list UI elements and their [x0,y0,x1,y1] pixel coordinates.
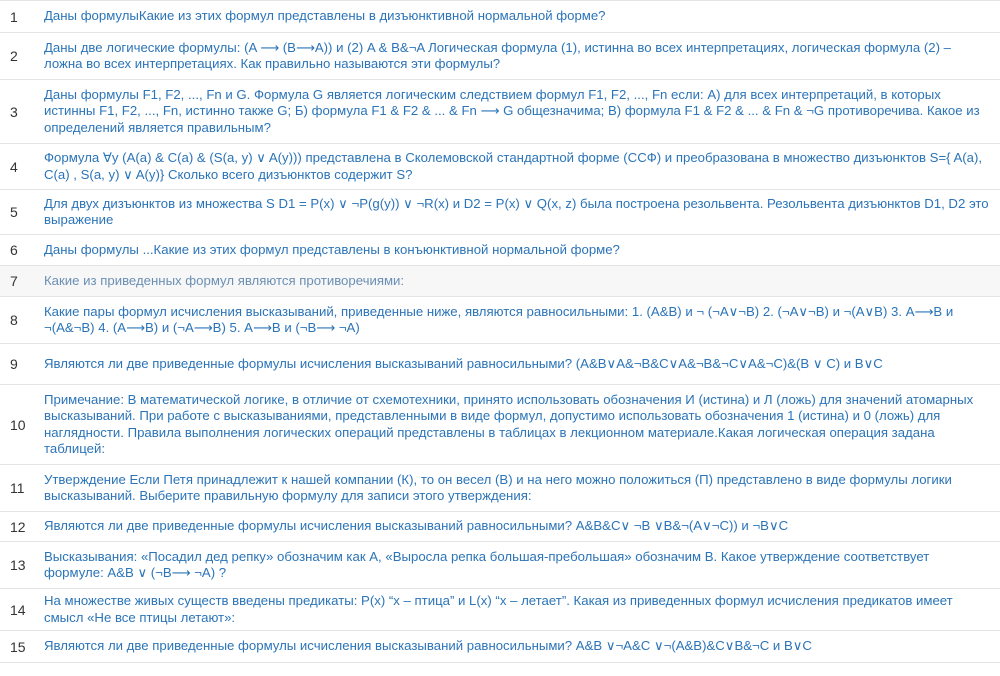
question-row-14[interactable] [0,589,1000,631]
question-number: 11 [10,480,25,496]
question-link[interactable]: Примечание: В математической логике, в отличие от схемотехники, принято использовать обозначения И (истина) и Л (ложь) для значений атомарных высказываний. При работе с высказываниями, представленными в виде формул, допустимо использовать обозначения 1 (истина) и 0 (ложь) для наглядности. Правила выполнения логических операций представлены в таблицах в лекционном материале.Какая логическая операция задана таблицей: [44,391,974,456]
question-link[interactable]: Какие пары формул исчисления высказываний, приведенные ниже, являются равносильными: 1. (A&B) и ¬ (¬A∨¬B) 2. (¬A∨¬B) и ¬(A∨B) 3. A⟶B и ¬(A&¬B) 4. (A⟶B) и (¬A⟶B) 5. A⟶B и (¬B⟶ ¬A) [44,303,954,335]
question-row-7[interactable] [0,266,1000,297]
question-number: 4 [10,158,18,175]
question-row-11[interactable] [0,465,1000,512]
question-link[interactable]: Являются ли две приведенные формулы исчисления высказываний равносильными? (A&B∨A&¬B&C∨A&¬B&¬C∨A&¬C)&(B ∨ C) и B∨C [44,355,883,371]
question-row-12[interactable] [0,512,1000,542]
question-row-5[interactable] [0,190,1000,235]
question-row-15[interactable] [0,631,1000,663]
question-link[interactable]: Какие из приведенных формул являются противоречиями: [44,272,405,288]
question-number: 15 [10,638,26,655]
question-number: 7 [10,273,18,289]
question-link[interactable]: Являются ли две приведенные формулы исчисления высказываний равносильными? A&B&C∨ ¬B ∨B&¬(A∨¬C)) и ¬B∨C [44,518,789,534]
question-link[interactable]: На множестве живых существ введены предикаты: P(x) “x – птица” и L(x) “x – летает”. Какая из приведенных формул исчисления предикатов имеет смысл «Не все птицы летают»: [44,593,953,625]
question-number: 6 [10,242,18,258]
question-link[interactable]: Для двух дизъюнктов из множества S D1 = P(x) ∨ ¬P(g(y)) ∨ ¬R(x) и D2 = P(x) ∨ Q(x, z) была построена резольвента. Резольвента дизъюнктов D1, D2 это выражение [44,195,989,227]
question-row-13[interactable] [0,542,1000,589]
question-link[interactable]: Являются ли две приведенные формулы исчисления высказываний равносильными? A&B ∨¬A&C ∨¬(A&B)&C∨B&¬C и B∨C [44,638,812,654]
question-number: 14 [10,601,26,618]
question-row-1[interactable] [0,1,1000,33]
question-number: 10 [10,416,26,433]
question-number: 9 [10,356,18,372]
question-link[interactable]: Высказывания: «Посадил дед репку» обозначим как A, «Выросла репка большая-пребольшая» обозначим B. Какое утверждение соответствует формуле: A&B ∨ (¬B⟶ ¬A) ? [44,548,930,580]
question-link[interactable]: Даны формулы ...Какие из этих формул представлены в конъюнктивной нормальной форме? [44,241,620,257]
question-number: 2 [10,48,18,64]
question-number: 3 [10,103,18,120]
question-link[interactable]: Утверждение Если Петя принадлежит к нашей компании (К), то он весел (В) и на него можно положиться (П) представлено в виде формулы логики высказываний. Выберите правильную формулу для записи этого утверждения: [44,471,952,503]
question-row-6[interactable] [0,235,1000,266]
question-row-4[interactable] [0,144,1000,190]
question-link[interactable]: Формула ∀y (A(a) & C(a) & (S(a, y) ∨ A(y))) представлена в Сколемовской стандартной форме (ССФ) и преобразована в множество дизъюнктов S={ A(a), C(a) , S(a, y) ∨ A(y)} Сколько всего дизъюнктов содержит S? [44,150,983,182]
question-row-10[interactable] [0,385,1000,465]
question-row-2[interactable] [0,33,1000,80]
question-link[interactable]: Даны формулыКакие из этих формул представлены в дизъюнктивной нормальной форме? [44,8,606,24]
question-number: 8 [10,312,18,328]
question-number: 13 [10,557,26,573]
question-number: 1 [10,8,18,25]
question-row-8[interactable] [0,297,1000,344]
question-number: 5 [10,204,18,220]
question-link[interactable]: Даны формулы F1, F2, ..., Fn и G. Формула G является логическим следствием формул F1, F2, ..., Fn если: A) для всех интерпретаций, в которых истинны F1, F2, ..., Fn, истинно также G; Б) формула F1 & F2 & ... & Fn ⟶ G общезначима; В) формула F1 & F2 & ... & Fn & ¬G противоречива. Какое из определений является правильным? [44,86,980,135]
question-row-3[interactable] [0,80,1000,144]
question-link[interactable]: Даны две логические формулы: (A ⟶ (B⟶A)) и (2) A & B&¬A Логическая формула (1), истинна во всех интерпретациях, логическая формула (2) – ложна во всех интерпретациях. Как правильно называются эти формулы? [44,39,951,71]
question-number: 12 [10,518,26,535]
question-row-9[interactable] [0,344,1000,385]
